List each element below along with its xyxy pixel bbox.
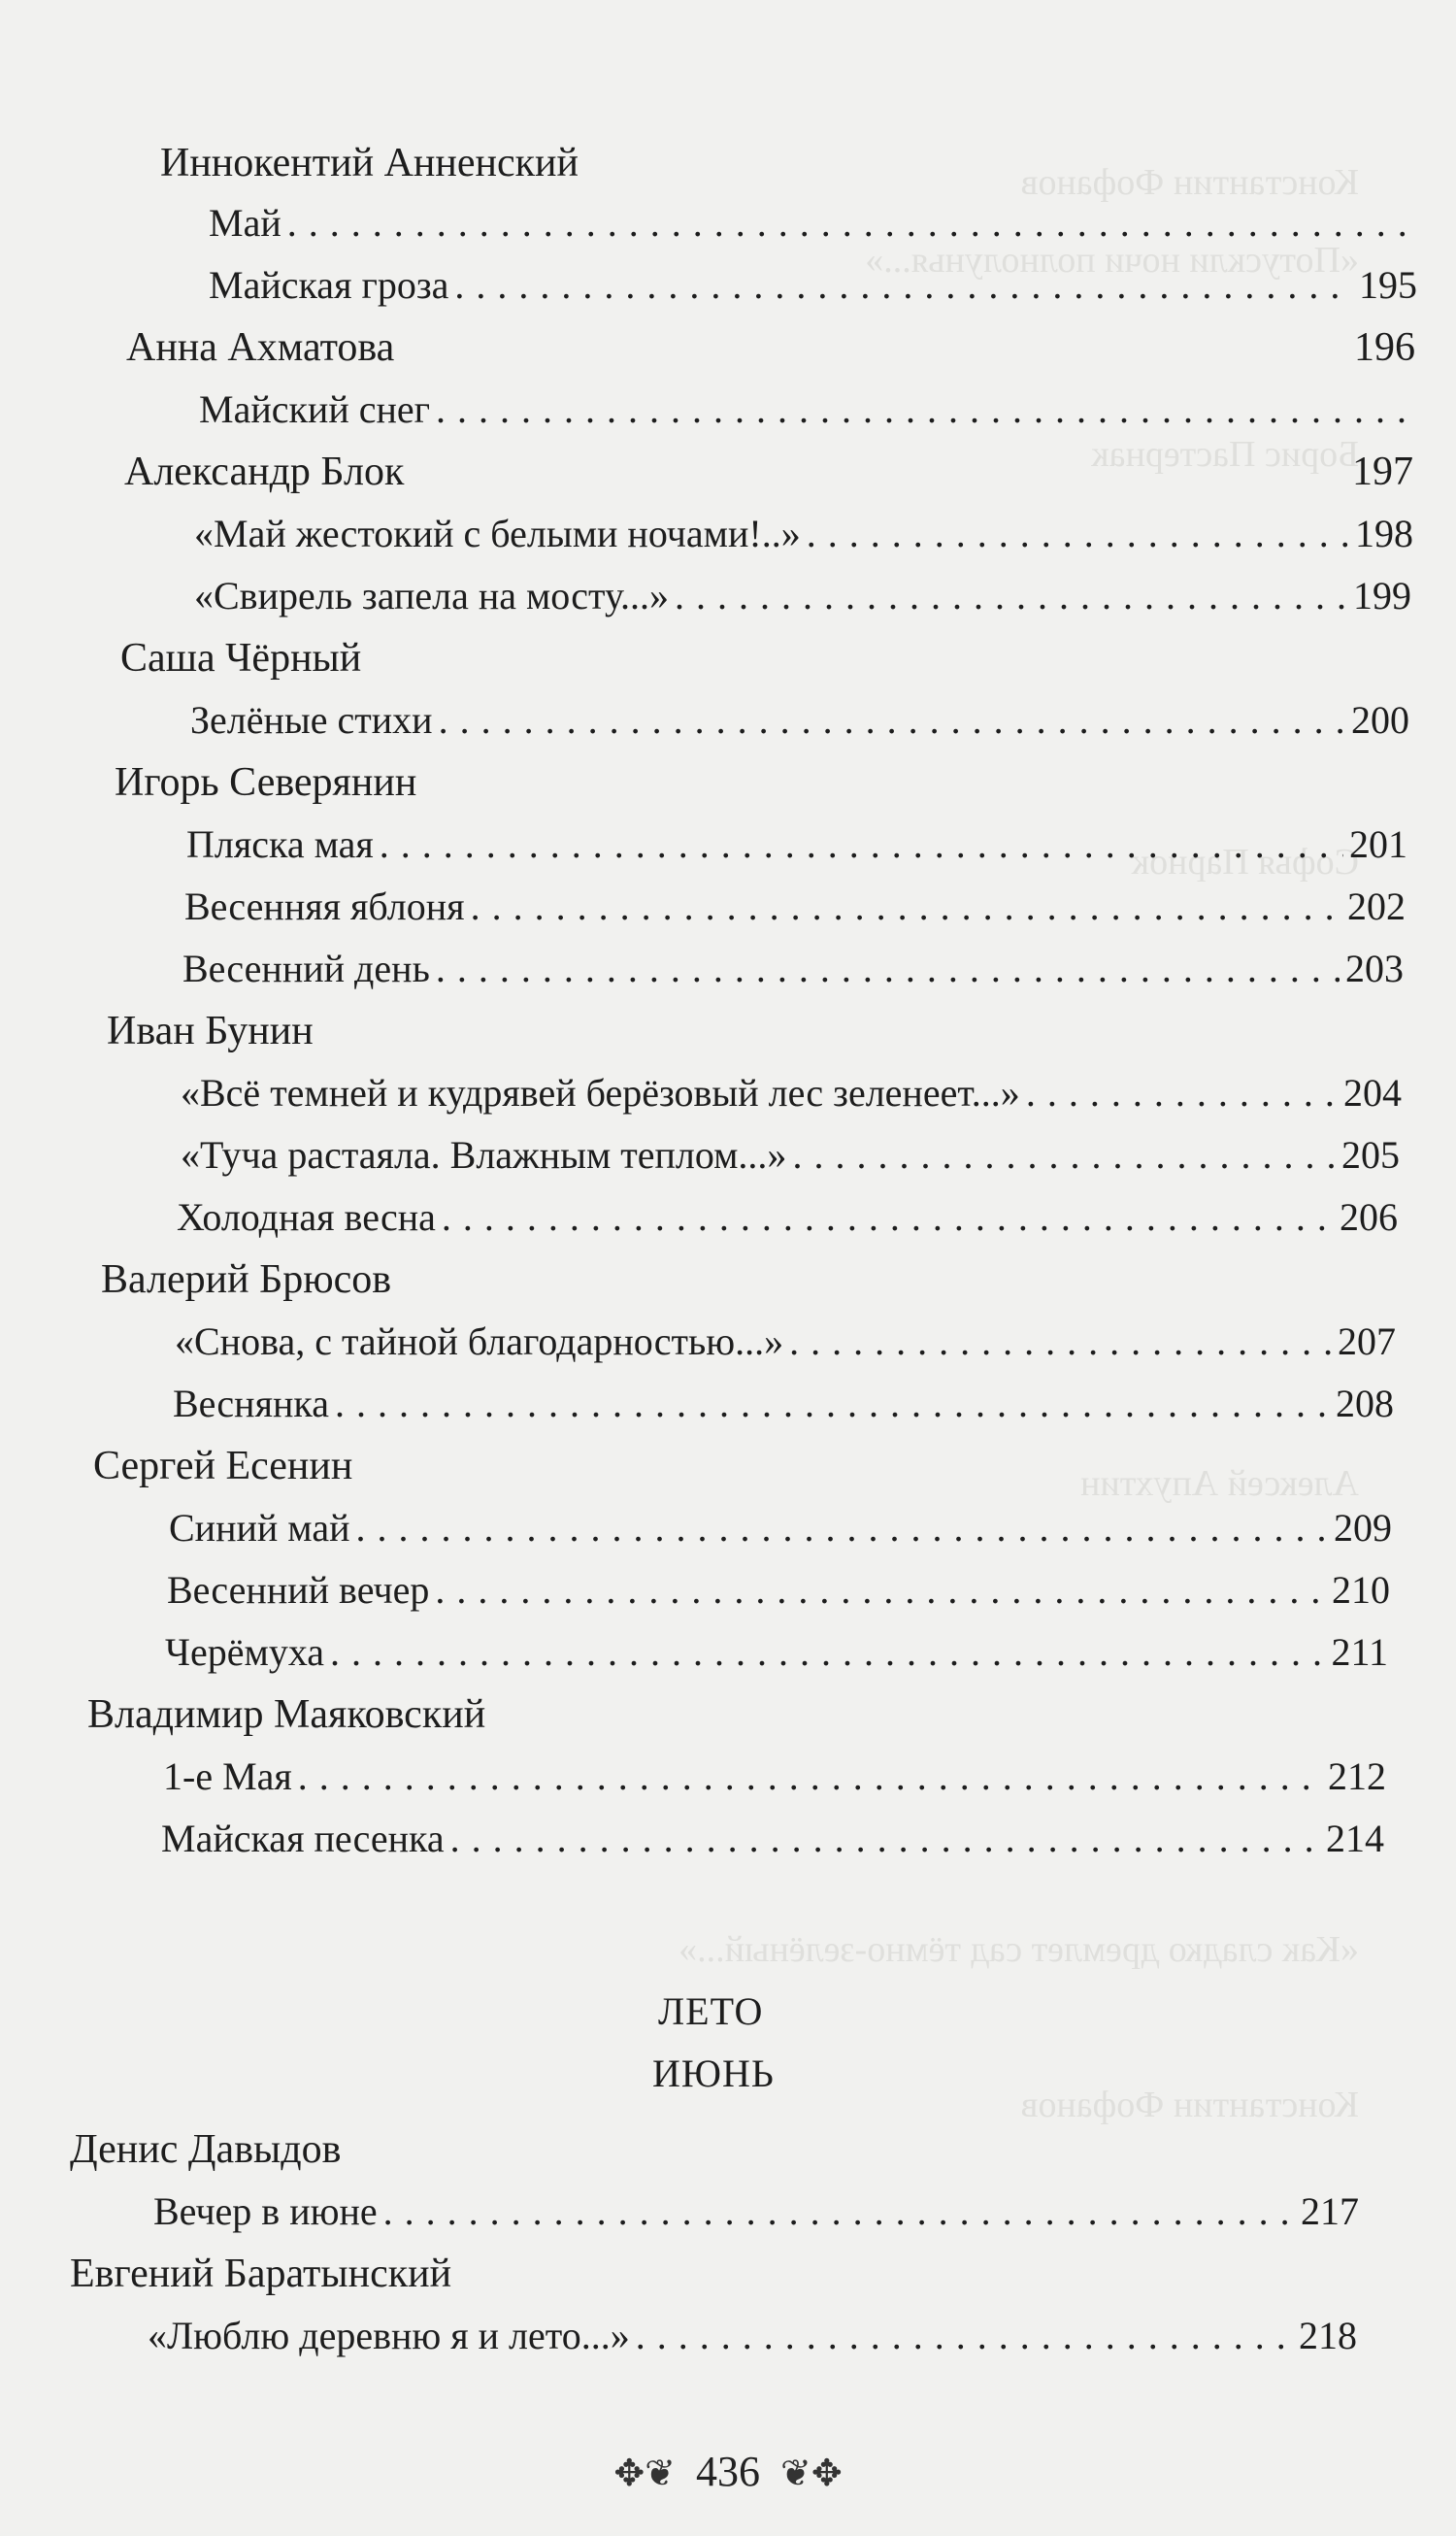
poem-title: «Люблю деревню я и лето...» bbox=[148, 2314, 630, 2357]
page-ref: 195 bbox=[1359, 263, 1417, 307]
toc-entry bbox=[163, 1750, 1386, 1804]
page-ref: 202 bbox=[1347, 884, 1406, 928]
poem-title: Майская гроза bbox=[209, 263, 449, 307]
toc-entry bbox=[186, 818, 1407, 872]
toc-author bbox=[107, 1004, 314, 1058]
dot-leader bbox=[436, 383, 1409, 437]
dot-leader bbox=[380, 818, 1343, 872]
ornament-right-icon: ❦✥ bbox=[780, 2453, 843, 2494]
toc-entry bbox=[167, 1563, 1390, 1618]
poem-title: «Май жестокий с белыми ночами!..» bbox=[194, 512, 801, 555]
svg-text:Алексей Апухтин: Алексей Апухтин bbox=[1080, 1463, 1359, 1504]
toc-author bbox=[160, 136, 579, 190]
toc-author-with-page bbox=[126, 320, 1415, 375]
toc-author bbox=[70, 2247, 451, 2301]
poem-title: Май bbox=[209, 201, 281, 245]
poem-title: 1-е Мая bbox=[163, 1754, 292, 1798]
page-ref: 203 bbox=[1345, 947, 1404, 990]
toc-entry bbox=[209, 196, 1417, 250]
toc-entry bbox=[181, 1066, 1402, 1120]
poem-title: Веснянка bbox=[173, 1382, 329, 1425]
author-name: Валерий Брюсов bbox=[101, 1257, 392, 1302]
toc-entry bbox=[181, 1128, 1400, 1183]
toc-entry bbox=[165, 1625, 1388, 1680]
toc-author bbox=[70, 2122, 341, 2177]
dot-leader bbox=[454, 258, 1353, 313]
author-name: Евгений Баратынский bbox=[70, 2252, 452, 2296]
toc-entry bbox=[148, 2309, 1357, 2363]
page-number: 436 bbox=[696, 2448, 760, 2495]
page-ref: 201 bbox=[1349, 822, 1407, 866]
dot-leader bbox=[435, 1563, 1326, 1618]
poem-title: Синий май bbox=[169, 1506, 350, 1550]
toc-entry bbox=[199, 383, 1415, 437]
poem-title: Черёмуха bbox=[165, 1630, 325, 1674]
dot-leader bbox=[383, 2185, 1295, 2239]
page-ref: 214 bbox=[1326, 1817, 1384, 1860]
svg-text:Борис Пастернак: Борис Пастернак bbox=[1091, 434, 1359, 475]
page-ref: 217 bbox=[1301, 2189, 1359, 2233]
svg-text:«Потускли ночи полнолунья...»: «Потускли ночи полнолунья...» bbox=[865, 240, 1359, 281]
toc-entry bbox=[194, 569, 1411, 623]
page-ref: 211 bbox=[1331, 1630, 1388, 1674]
toc-entry bbox=[175, 1315, 1396, 1369]
poem-title: Майский снег bbox=[199, 387, 431, 431]
toc-entry bbox=[194, 507, 1413, 561]
svg-text:Софья Парнок: Софья Парнок bbox=[1131, 842, 1359, 883]
poem-title: «Всё темней и кудрявей берёзовый лес зеленеет...» bbox=[181, 1071, 1020, 1115]
toc-entry bbox=[169, 1501, 1392, 1555]
dot-leader bbox=[298, 1750, 1322, 1804]
author-name: Владимир Маяковский bbox=[87, 1692, 486, 1737]
dot-leader bbox=[442, 1190, 1334, 1245]
toc-author bbox=[120, 631, 361, 685]
page-ref: 199 bbox=[1353, 574, 1411, 617]
page-ref: 196 bbox=[1354, 325, 1415, 370]
poem-title: Весенний вечер bbox=[167, 1568, 430, 1612]
dot-leader bbox=[330, 1625, 1325, 1680]
author-name: Игорь Северянин bbox=[115, 760, 417, 805]
poem-title: Весенняя яблоня bbox=[184, 884, 465, 928]
page-ref: 205 bbox=[1341, 1133, 1400, 1177]
author-name: Александр Блок bbox=[124, 450, 405, 494]
page-ref: 210 bbox=[1332, 1568, 1390, 1612]
page-ref: 218 bbox=[1299, 2314, 1357, 2357]
poem-title: Вечер в июне bbox=[153, 2189, 378, 2233]
author-name: Иннокентий Анненский bbox=[160, 141, 579, 185]
poem-title: «Свирель запела на мосту...» bbox=[194, 574, 670, 617]
toc-author bbox=[101, 1252, 391, 1307]
svg-text:Константин Фофанов: Константин Фофанов bbox=[1020, 162, 1359, 203]
dot-leader bbox=[675, 569, 1347, 623]
page-ref: 204 bbox=[1343, 1071, 1402, 1115]
page-ref: 212 bbox=[1328, 1754, 1386, 1798]
author-name: Анна Ахматова bbox=[126, 325, 395, 370]
toc-entry bbox=[153, 2185, 1359, 2239]
page-ref: 198 bbox=[1355, 512, 1413, 555]
dot-leader bbox=[792, 1128, 1336, 1183]
dot-leader bbox=[636, 2309, 1293, 2363]
poem-title: Весенний день bbox=[182, 947, 430, 990]
section-title: ЛЕТО bbox=[658, 1989, 764, 2033]
toc-entry bbox=[190, 693, 1409, 748]
page-ref: 208 bbox=[1336, 1382, 1394, 1425]
dot-leader bbox=[789, 1315, 1332, 1369]
author-name: Саша Чёрный bbox=[120, 636, 362, 681]
author-name: Денис Давыдов bbox=[70, 2127, 342, 2172]
svg-text:«Как сладко дремлет сад тёмно-: «Как сладко дремлет сад тёмно-зелёный...» bbox=[678, 1929, 1359, 1970]
toc-entry bbox=[161, 1812, 1384, 1866]
dot-leader bbox=[436, 942, 1340, 996]
author-name: Сергей Есенин bbox=[93, 1444, 353, 1488]
toc-author bbox=[115, 755, 416, 810]
month-title: ИЮНЬ bbox=[652, 2052, 775, 2095]
svg-text:Константин Фофанов: Константин Фофанов bbox=[1020, 2085, 1359, 2125]
dot-leader bbox=[471, 880, 1341, 934]
dot-leader bbox=[439, 693, 1345, 748]
poem-title: Холодная весна bbox=[177, 1195, 436, 1239]
toc-entry bbox=[209, 258, 1417, 313]
toc-author-with-page bbox=[124, 445, 1413, 499]
dot-leader bbox=[356, 1501, 1328, 1555]
poem-title: «Снова, с тайной благодарностью...» bbox=[175, 1319, 784, 1363]
page-ref: 200 bbox=[1351, 698, 1409, 742]
toc-author bbox=[87, 1687, 485, 1742]
toc-entry bbox=[184, 880, 1406, 934]
toc-entry bbox=[173, 1377, 1394, 1431]
dot-leader bbox=[287, 196, 1411, 250]
dot-leader bbox=[1026, 1066, 1338, 1120]
dot-leader bbox=[335, 1377, 1330, 1431]
page-footer bbox=[0, 2447, 1456, 2496]
page-ref: 209 bbox=[1334, 1506, 1392, 1550]
poem-title: Майская песенка bbox=[161, 1817, 445, 1860]
dot-leader bbox=[807, 507, 1349, 561]
poem-title: «Туча растаяла. Влажным теплом...» bbox=[181, 1133, 787, 1177]
toc-entry bbox=[177, 1190, 1398, 1245]
poem-title: Пляска мая bbox=[186, 822, 374, 866]
page-ref: 206 bbox=[1340, 1195, 1398, 1239]
dot-leader bbox=[450, 1812, 1320, 1866]
toc-author bbox=[93, 1439, 352, 1493]
author-name: Иван Бунин bbox=[107, 1009, 314, 1053]
toc-entry bbox=[182, 942, 1404, 996]
page-ref: 207 bbox=[1338, 1319, 1396, 1363]
page-ref: 197 bbox=[1352, 450, 1413, 494]
ornament-left-icon: ✥❦ bbox=[613, 2453, 676, 2494]
poem-title: Зелёные стихи bbox=[190, 698, 433, 742]
